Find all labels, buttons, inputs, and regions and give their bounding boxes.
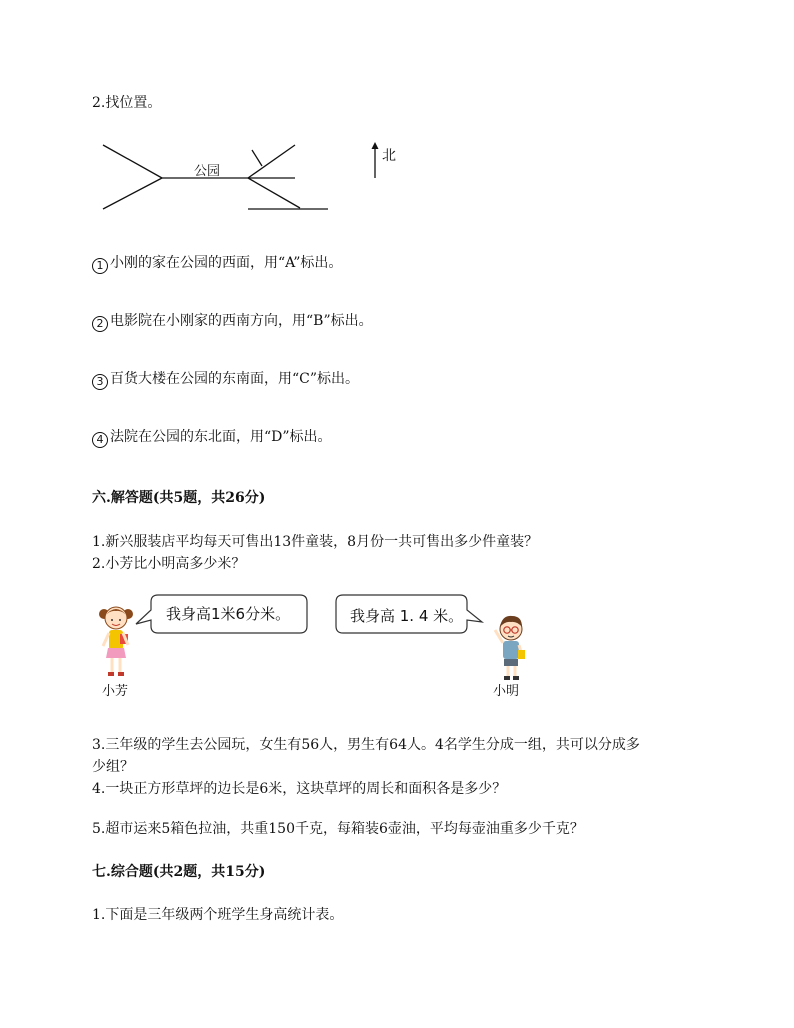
- map-road-southwest: [103, 178, 162, 209]
- question-title: 2.找位置。: [92, 95, 162, 111]
- boy-name: 小明: [493, 684, 520, 699]
- map-park-label: 公园: [194, 164, 221, 179]
- sub-item: [92, 311, 373, 332]
- question: 3.三年级的学生去公园玩，女生有56人，男生有64人。4名学生分成一组，共可以分成多: [92, 737, 640, 753]
- map-road-branch: [252, 150, 262, 166]
- item-number: 4: [92, 432, 108, 448]
- section-title: 七.综合题(共2题，共15分): [92, 864, 266, 880]
- north-label: 北: [382, 148, 396, 164]
- question: 1.新兴服装店平均每天可售出13件童装，8月份一共可售出多少件童装？: [92, 534, 539, 550]
- question: 2.小芳比小明高多少米？: [92, 556, 246, 572]
- question-continued: 少组？: [92, 759, 134, 775]
- boy-illustration: [490, 612, 530, 682]
- item-number: 3: [92, 374, 108, 390]
- map-road-northwest: [103, 145, 162, 178]
- section-title: 六.解答题(共5题，共26分): [92, 490, 266, 506]
- question: 5.超市运来5箱色拉油，共重150千克，每箱装6壶油，平均每壶油重多少千克？: [92, 821, 584, 837]
- question: 1.下面是三年级两个班学生身高统计表。: [92, 907, 344, 923]
- north-arrow-icon: [368, 142, 382, 180]
- item-number: 1: [92, 258, 108, 274]
- item-text: 小刚的家在公园的西面，用“A”标出。: [110, 255, 343, 271]
- question: 4.一块正方形草坪的边长是6米，这块草坪的周长和面积各是多少？: [92, 781, 507, 797]
- item-text: 法院在公园的东北面，用“D”标出。: [110, 429, 332, 445]
- boy-speech-text: 我身高 1. 4 米。: [350, 607, 464, 625]
- girl-name: 小芳: [102, 684, 129, 699]
- sub-item: [92, 427, 332, 448]
- sub-item: [92, 253, 342, 274]
- girl-illustration: [96, 600, 136, 680]
- item-text: 百货大楼在公园的东南面，用“C”标出。: [110, 371, 360, 387]
- map-road-northeast: [248, 145, 295, 178]
- girl-speech-text: 我身高1米6分米。: [166, 605, 291, 623]
- map-road-southeast: [248, 178, 300, 208]
- sub-item: [92, 369, 359, 390]
- item-number: 2: [92, 316, 108, 332]
- item-text: 电影院在小刚家的西南方向，用“B”标出。: [110, 313, 373, 329]
